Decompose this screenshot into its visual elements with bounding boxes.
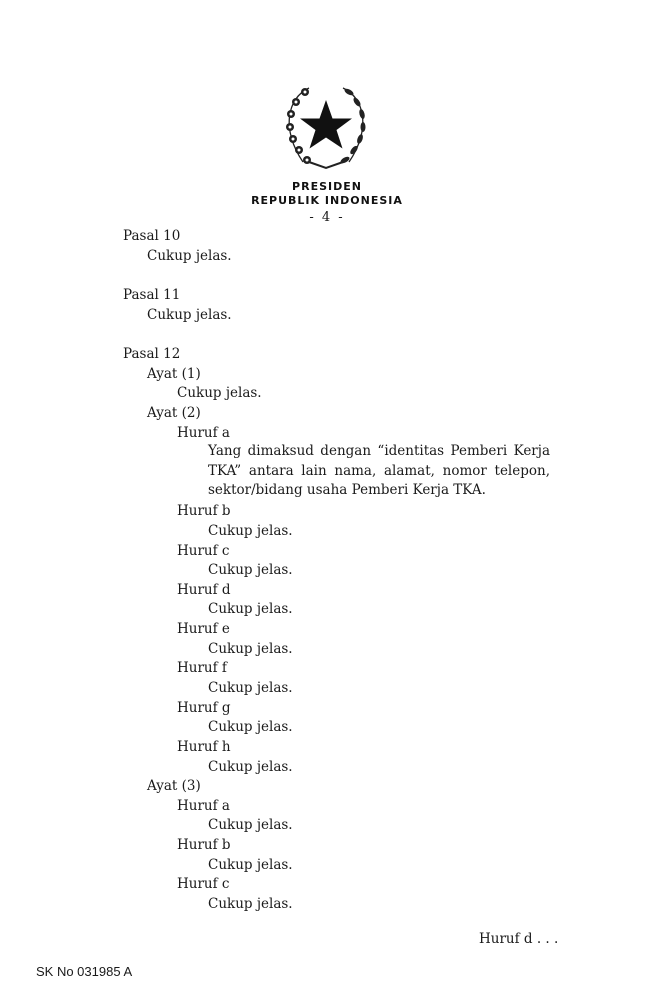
ayat-2-huruf-d-label: Huruf d	[177, 582, 231, 598]
pasal-11-title: Pasal 11	[123, 287, 181, 303]
ayat-1-label: Ayat (1)	[147, 366, 201, 382]
ayat-2-huruf-c-text: Cukup jelas.	[208, 562, 293, 578]
header-president: PRESIDEN	[292, 180, 362, 193]
next-page-catchword: Huruf d . . .	[479, 931, 559, 947]
ayat-2-huruf-e-text: Cukup jelas.	[208, 641, 293, 657]
ayat-2-huruf-h-label: Huruf h	[177, 739, 231, 755]
ayat-3-huruf-c-label: Huruf c	[177, 876, 230, 892]
ayat-2-huruf-a-label: Huruf a	[177, 425, 230, 441]
ayat-2-huruf-f-label: Huruf f	[177, 660, 227, 676]
ayat-2-huruf-c-label: Huruf c	[177, 543, 230, 559]
ayat-3-huruf-a-label: Huruf a	[177, 798, 230, 814]
pasal-10-text: Cukup jelas.	[147, 248, 232, 264]
ayat-2-huruf-f-text: Cukup jelas.	[208, 680, 293, 696]
ayat-2-huruf-a-text: Yang dimaksud dengan “identitas Pemberi Kerja TKA” antara lain nama, alamat, nomor telepon, sektor/bidang usaha Pemberi Kerja TKA.	[208, 443, 550, 498]
ayat-2-huruf-g-text: Cukup jelas.	[208, 719, 293, 735]
pasal-12-title: Pasal 12	[123, 346, 181, 362]
ayat-2-huruf-d-text: Cukup jelas.	[208, 601, 293, 617]
pasal-10-title: Pasal 10	[123, 228, 181, 244]
ayat-3-label: Ayat (3)	[147, 778, 201, 794]
ayat-2-label: Ayat (2)	[147, 405, 201, 421]
garuda-star-emblem-icon	[279, 80, 373, 172]
document-code: SK No 031985 A	[36, 964, 133, 979]
ayat-2-huruf-e-label: Huruf e	[177, 621, 230, 637]
pasal-11-text: Cukup jelas.	[147, 307, 232, 323]
ayat-2-huruf-b-label: Huruf b	[177, 503, 231, 519]
page-number: - 4 -	[309, 210, 345, 225]
ayat-3-huruf-b-label: Huruf b	[177, 837, 231, 853]
header-republic: REPUBLIK INDONESIA	[251, 194, 403, 207]
ayat-3-huruf-a-text: Cukup jelas.	[208, 817, 293, 833]
ayat-2-huruf-g-label: Huruf g	[177, 700, 231, 716]
ayat-2-huruf-h-text: Cukup jelas.	[208, 759, 293, 775]
ayat-3-huruf-c-text: Cukup jelas.	[208, 896, 293, 912]
ayat-2-huruf-b-text: Cukup jelas.	[208, 523, 293, 539]
ayat-3-huruf-b-text: Cukup jelas.	[208, 857, 293, 873]
ayat-1-text: Cukup jelas.	[177, 385, 262, 401]
